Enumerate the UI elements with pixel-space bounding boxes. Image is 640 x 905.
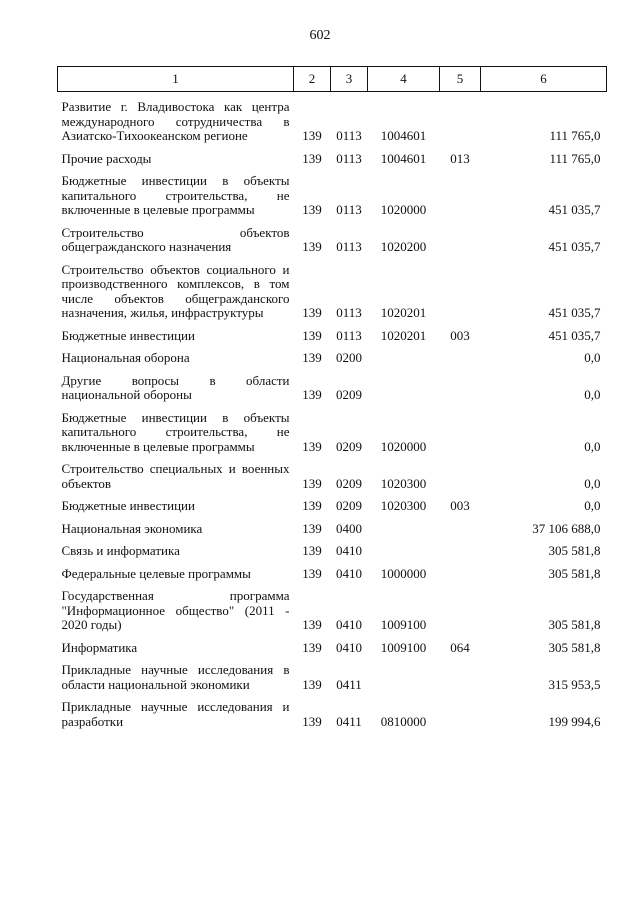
- row-name: Федеральные целевые программы: [61, 565, 251, 581]
- table-row: [58, 174, 607, 218]
- row-col-5: [440, 263, 481, 321]
- row-name: Бюджетные инвестиции в объекты капитального строительства, не включенные в целевые программы: [61, 409, 290, 454]
- row-col-4: 1020300: [380, 475, 427, 491]
- row-col-2: 139: [302, 639, 322, 655]
- row-col-4: [368, 663, 440, 692]
- table-row: [58, 544, 607, 559]
- row-col-2: 139: [302, 150, 322, 166]
- row-amount: 305 581,8: [548, 617, 601, 632]
- row-col-3: 0113: [336, 305, 362, 320]
- row-col-4: 1020300: [380, 498, 427, 513]
- row-amount: 111 765,0: [549, 150, 601, 166]
- table-header: [58, 67, 607, 92]
- page-number: 602: [309, 28, 331, 43]
- row-col-5: [440, 411, 481, 455]
- row-amount: 0,0: [584, 475, 601, 491]
- table-row: [58, 663, 607, 692]
- row-name: Прикладные научные исследования в области национальной экономики: [61, 662, 290, 692]
- row-col-2: 139: [302, 543, 322, 558]
- row-col-2: 139: [302, 305, 322, 320]
- row-col-5: [440, 522, 481, 537]
- row-col-3: 0400: [336, 520, 362, 536]
- row-col-5: [440, 567, 481, 582]
- row-col-3: 0209: [336, 438, 362, 454]
- table-row: [58, 263, 607, 321]
- row-col-2: 139: [302, 565, 322, 581]
- table-row: [58, 462, 607, 491]
- row-amount: 305 581,8: [548, 543, 601, 558]
- row-col-2: 139: [302, 202, 322, 217]
- row-name: Государственная программа "Информационное общество" (2011 - 2020 годы): [61, 588, 290, 632]
- row-amount: 111 765,0: [549, 128, 601, 143]
- row-amount: 0,0: [584, 387, 601, 402]
- row-col-3: 0410: [336, 617, 362, 632]
- row-col-3: 0411: [336, 713, 362, 729]
- table-row: [58, 100, 607, 144]
- row-col-3: 0113: [336, 327, 362, 343]
- row-col-4: 1020200: [380, 239, 427, 254]
- row-amount: 451 035,7: [548, 239, 601, 254]
- table-row: [58, 522, 607, 537]
- row-col-2: 139: [302, 676, 322, 692]
- table-row: [58, 589, 607, 633]
- header-col-3: 3: [331, 67, 368, 92]
- row-col-3: 0113: [336, 202, 362, 217]
- row-amount: 305 581,8: [548, 565, 601, 581]
- row-col-5: [440, 544, 481, 559]
- row-amount: 0,0: [584, 350, 601, 365]
- row-amount: 451 035,7: [548, 305, 601, 320]
- row-col-2: 139: [302, 475, 322, 491]
- row-col-4: [368, 544, 440, 559]
- table-row: [58, 499, 607, 514]
- table-row: [58, 226, 607, 255]
- row-col-5: [440, 462, 481, 491]
- row-col-2: 139: [302, 617, 322, 632]
- row-col-3: 0411: [336, 676, 362, 692]
- row-name: Бюджетные инвестиции: [61, 498, 195, 513]
- row-name: Бюджетные инвестиции в объекты капитального строительства, не включенные в целевые программы: [61, 173, 290, 217]
- row-amount: 451 035,7: [548, 202, 601, 217]
- row-col-3: 0200: [336, 350, 362, 365]
- table-row: [58, 329, 607, 344]
- row-name: Строительство специальных и военных объектов: [61, 461, 290, 491]
- row-amount: 315 953,5: [548, 676, 601, 692]
- row-spacer-cell: [58, 633, 607, 641]
- row-col-2: 139: [302, 438, 322, 454]
- row-col-4: 1004601: [380, 150, 427, 166]
- row-amount: 199 994,6: [548, 713, 601, 729]
- header-col-4: 4: [368, 67, 440, 92]
- header-col-1: 1: [58, 67, 294, 92]
- row-amount: 305 581,8: [548, 639, 601, 655]
- row-col-2: 139: [302, 498, 322, 513]
- header-col-6: 6: [481, 67, 607, 92]
- row-col-2: 139: [302, 713, 322, 729]
- row-col-5: [440, 374, 481, 403]
- row-col-2: 139: [302, 327, 322, 343]
- table-row: [58, 567, 607, 582]
- table-row: [58, 152, 607, 167]
- row-col-3: 0113: [336, 239, 362, 254]
- row-name: Прочие расходы: [61, 150, 152, 166]
- row-name: Строительство объектов социального и производственного комплексов, в том числе объектов общегражданского назначения, жилья, инфраструктуры: [61, 261, 290, 320]
- table-row: [58, 411, 607, 455]
- row-col-5: 064: [450, 639, 470, 655]
- row-col-4: 1009100: [380, 639, 427, 655]
- row-col-4: 1004601: [380, 128, 427, 143]
- row-spacer: [58, 633, 607, 641]
- row-col-5: [440, 100, 481, 144]
- table-body: [58, 92, 607, 730]
- row-col-3: 0113: [336, 150, 362, 166]
- row-col-4: 1000000: [380, 565, 427, 581]
- row-amount: 451 035,7: [548, 327, 601, 343]
- row-name: Бюджетные инвестиции: [61, 327, 195, 343]
- row-col-2: 139: [302, 520, 322, 536]
- row-col-4: 1009100: [380, 617, 427, 632]
- row-col-5: [440, 663, 481, 692]
- row-col-4: [368, 374, 440, 403]
- row-col-5: [440, 174, 481, 218]
- row-amount: 0,0: [584, 438, 601, 454]
- row-col-2: 139: [302, 350, 322, 365]
- row-name: Информатика: [61, 639, 138, 655]
- row-col-5: [440, 351, 481, 366]
- table-row: [58, 351, 607, 366]
- row-name: Национальная экономика: [61, 520, 203, 536]
- row-col-2: 139: [302, 387, 322, 402]
- row-col-3: 0209: [336, 387, 362, 402]
- row-col-4: 1020201: [380, 327, 427, 343]
- row-col-3: 0410: [336, 639, 362, 655]
- row-col-2: 139: [302, 128, 322, 143]
- row-name: Прикладные научные исследования и разработки: [61, 699, 290, 729]
- row-col-4: 1020000: [380, 202, 427, 217]
- table-row: [58, 374, 607, 403]
- row-col-3: 0410: [336, 565, 362, 581]
- row-col-3: 0410: [336, 543, 362, 558]
- row-col-5: 003: [450, 327, 470, 343]
- header-col-5: 5: [440, 67, 481, 92]
- row-col-4: 0810000: [380, 713, 427, 729]
- row-col-3: 0209: [336, 498, 362, 513]
- row-name: Национальная оборона: [61, 350, 190, 365]
- row-col-4: [368, 522, 440, 537]
- row-amount: 0,0: [584, 498, 601, 513]
- row-col-5: 013: [450, 150, 470, 166]
- budget-table: [57, 66, 607, 729]
- row-col-4: 1020201: [380, 305, 427, 320]
- row-name: Развитие г. Владивостока как центра международного сотрудничества в Азиатско-Тихоокеанском регионе: [61, 99, 290, 143]
- row-name: Связь и информатика: [61, 543, 180, 558]
- row-col-3: 0209: [336, 475, 362, 491]
- row-col-2: 139: [302, 239, 322, 254]
- row-col-4: 1020000: [380, 438, 427, 454]
- row-col-5: [440, 226, 481, 255]
- table-row: [58, 641, 607, 656]
- row-name: Строительство объектов общегражданского назначения: [61, 224, 290, 254]
- row-col-5: [440, 700, 481, 729]
- row-col-5: [440, 589, 481, 633]
- row-col-4: [368, 351, 440, 366]
- header-col-2: 2: [294, 67, 331, 92]
- row-col-5: 003: [450, 498, 470, 513]
- table-row: [58, 700, 607, 729]
- row-name: Другие вопросы в области национальной обороны: [61, 372, 290, 402]
- row-col-3: 0113: [336, 128, 362, 143]
- row-amount: 37 106 688,0: [532, 520, 601, 536]
